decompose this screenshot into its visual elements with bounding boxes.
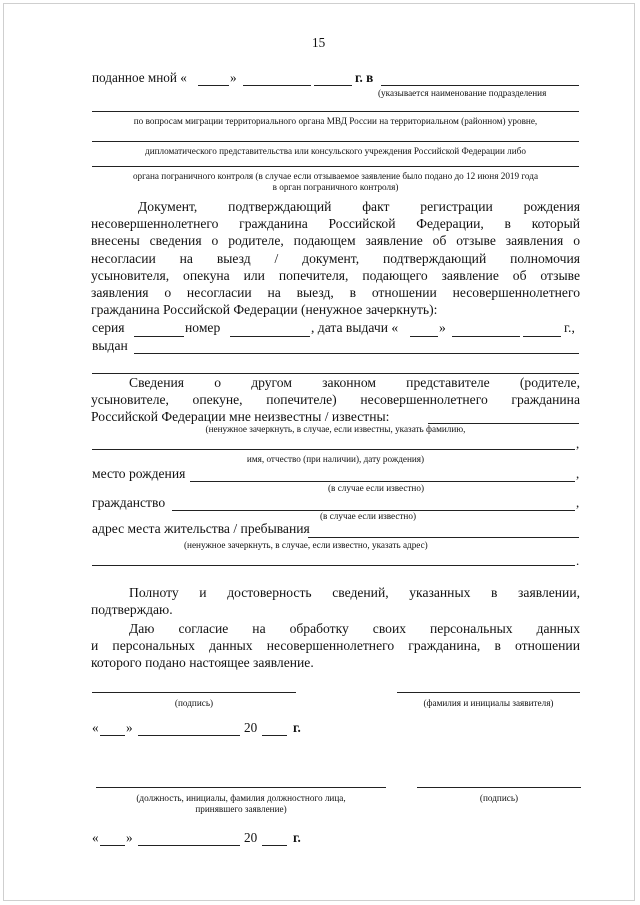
number-label: номер [185,320,221,335]
comma: , [576,436,580,451]
official-year-prefix: 20 [244,830,258,845]
applicant-day-field[interactable] [100,735,125,736]
representative-name-field[interactable] [92,449,575,450]
document-line: усыновителя, опекуна или попечителя, подающего заявление об отзыве [91,267,580,283]
caption-representative-a: (ненужное зачеркнуть, в случае, если известны, указать фамилию, [205,424,466,434]
caption-applicant-name: (фамилия и инициалы заявителя) [423,698,554,708]
applicant-signature-field[interactable] [92,692,296,693]
caption-authority-1: (указывается наименование подразделения [378,88,547,98]
applicant-month-field[interactable] [138,735,240,736]
birthplace-label: место рождения [92,466,186,481]
issued-by-label: выдан [92,338,128,353]
caption-address: (ненужное зачеркнуть, в случае, если известно, указать адрес) [184,540,428,550]
authority-line-4[interactable] [92,166,579,167]
authority-line-3[interactable] [92,141,579,142]
document-paragraph [91,198,580,318]
address-field-2[interactable] [92,565,575,566]
consent-line: Даю согласие на обработку своих персональных данных [129,621,580,636]
document-line: заявления о несогласии на выезд, в отношении несовершеннолетнего [91,284,580,300]
representative-line: усыновителе, опекуне, попечителе) несовершеннолетнего гражданина [91,392,580,408]
issue-date-label: , дата выдачи « [311,320,399,335]
year-field[interactable] [314,85,352,86]
submitted-mid: » [230,70,237,85]
confirmation-last-1: подтверждаю. [91,602,173,618]
caption-signature: (подпись) [174,698,214,708]
official-date-close: » [126,830,133,845]
caption-if-known-2: (в случае если известно) [320,511,417,521]
period: . [576,553,580,568]
submitted-prefix: поданное мной « [92,70,187,85]
caption-official-signature: (подпись) [479,793,519,803]
year-suffix-applicant: г. [293,720,301,735]
birthplace-field[interactable] [190,481,575,482]
representative-line: Сведения о другом законном представителе (родителе, [129,375,580,390]
issue-month-field[interactable] [452,336,520,337]
official-day-field[interactable] [100,845,125,846]
caption-official-1: (должность, инициалы, фамилия должностного лица, [136,793,346,803]
day-field[interactable] [198,85,229,86]
applicant-name-field[interactable] [397,692,580,693]
citizenship-label: гражданство [92,495,166,510]
official-year-suffix: г. [293,830,301,845]
consent-line: и персональных данных несовершеннолетнего гражданина, в отношении [91,638,580,654]
caption-if-known-1: (в случае если известно) [328,483,425,493]
applicant-year-field[interactable] [262,735,287,736]
address-label: адрес места жительства / пребывания [92,521,310,536]
document-line: внесены сведения о родителе, подающем заявление об отзыве заявления о [91,233,580,249]
year-prefix: 20 [244,720,258,735]
authority-field[interactable] [381,85,579,86]
series-field[interactable] [134,336,184,337]
issued-by-field[interactable] [134,353,579,354]
document-last-line: гражданина Российской Федерации (ненужное зачеркнуть): [91,302,438,318]
document-line: несовершеннолетнего гражданина Российской Федерации, в который [91,216,580,232]
official-month-field[interactable] [138,845,240,846]
month-field[interactable] [243,85,311,86]
document-line: несогласии на выезд / документ, подтверждающий полномочия [91,250,580,266]
date-close: » [126,720,133,735]
number-field[interactable] [230,336,310,337]
series-label: серия [92,320,125,335]
comma-birthplace: , [576,466,580,481]
page-border [3,3,635,901]
page-number: 15 [312,35,326,50]
confirmation-line: Полноту и достоверность сведений, указанных в заявлении, [129,585,580,600]
caption-authority-2: по вопросам миграции территориального органа МВД России на территориальном (районном) уровне, [133,116,538,126]
representative-last-line: Российской Федерации мне неизвестны / известны: [91,409,390,425]
representative-paragraph [91,374,580,426]
caption-official-2: принявшего заявление) [195,804,287,814]
year-suffix: г. в [355,70,374,85]
caption-authority-3: дипломатического представительства или консульского учреждения Российской Федерации либо [145,146,526,156]
caption-authority-4a: органа пограничного контроля (в случае если отзываемое заявление было подано до 12 июня 2019 года [132,171,539,181]
issue-year-field[interactable] [523,336,561,337]
confirmation-paragraph [91,584,580,618]
address-field[interactable] [308,537,579,538]
issue-date-close: » [439,320,446,335]
caption-authority-4b: в орган пограничного контроля) [272,182,399,192]
official-year-field[interactable] [262,845,287,846]
date-open: « [92,720,99,735]
consent-last: которого подано настоящее заявление. [91,655,314,671]
issue-day-field[interactable] [410,336,438,337]
authority-line-2[interactable] [92,111,579,112]
document-line: Документ, подтверждающий факт регистрации рождения [138,199,580,214]
official-signature-field[interactable] [417,787,581,788]
official-date-open: « [92,830,99,845]
issue-year-label: г., [564,320,575,335]
comma-citizenship: , [576,495,580,510]
official-field[interactable] [96,787,386,788]
caption-representative-b: имя, отчество (при наличии), дату рождения) [246,454,425,464]
consent-paragraph [91,620,580,672]
